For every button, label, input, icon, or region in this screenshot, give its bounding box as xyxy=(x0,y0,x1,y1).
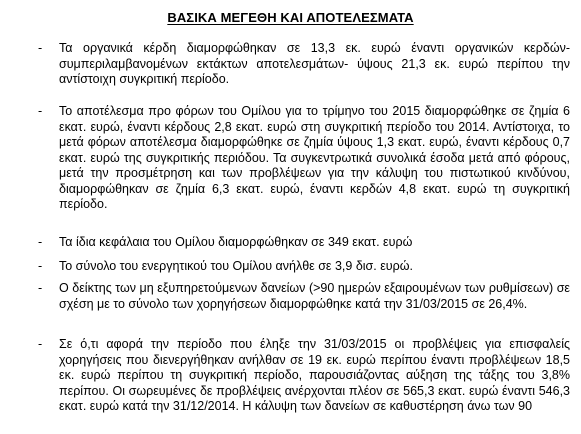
paragraph-pretax-results: Το αποτέλεσμα προ φόρων του Ομίλου για το τρίμηνο του 2015 διαμορφώθηκε σε ζημία 6 εκατ. ευρώ, έναντι κέρδους 2,8 εκατ. ευρώ στη συγκριτική περίοδο του 2014. Αντίστοιχα, το μετά φόρων αποτέλεσμα διαμορφώθηκε σε ζημία ύψους 1,3 εκατ. ευρώ, έναντι κέρδους 0,7 εκατ. ευρώ της συγκριτικής περιόδου. Τα συγκεντρωτικά συνολικά έσοδα μετά από φόρους, μετά την προσμέτρηση και των προβλέψεων για την κάλυψη του πιστωτικού κινδύνου, διαμορφώθηκαν σε ζημία 6,3 εκατ. ευρώ, έναντι κερδών 4,8 εκατ. ευρώ τη συγκριτική περίοδο. xyxy=(59,104,570,211)
bullet-dash: - xyxy=(38,235,43,249)
paragraph-organic-profits: Τα οργανικά κέρδη διαμορφώθηκαν σε 13,3 εκ. ευρώ έναντι οργανικών κερδών- συμπεριλαμβανομένων εκτάκτων αποτελεσμάτων- ύψους 21,3 εκ. ευρώ περίπου την αντίστοιχη συγκριτική περίοδο. xyxy=(59,41,570,86)
paragraph-npl-ratio: Ο δείκτης των μη εξυπηρετούμενων δανείων (>90 ημερών εξαιρουμένων των ρυθμίσεων) σε σχέση με το σύνολο των χορηγήσεων διαμορφώθηκε κατά την 31/03/2015 σε 26,4%. xyxy=(59,281,570,311)
bullet-dash: - xyxy=(38,337,43,351)
paragraph-equity: Τα ίδια κεφάλαια του Ομίλου διαμορφώθηκαν σε 349 εκατ. ευρώ xyxy=(59,235,413,249)
bullet-dash: - xyxy=(38,41,43,55)
document-title: ΒΑΣΙΚΑ ΜΕΓΕΘΗ ΚΑΙ ΑΠΟΤΕΛΕΣΜΑΤΑ xyxy=(167,10,414,25)
bullet-dash: - xyxy=(38,259,43,273)
bullet-dash: - xyxy=(38,281,43,295)
bullet-dash: - xyxy=(38,104,43,118)
paragraph-total-assets: Το σύνολο του ενεργητικού του Ομίλου ανήλθε σε 3,9 δισ. ευρώ. xyxy=(59,259,413,273)
paragraph-provisions: Σε ό,τι αφορά την περίοδο που έληξε την 31/03/2015 οι προβλέψεις για επισφαλείς χορηγήσεις που διενεργήθηκαν ανήλθαν σε 19 εκ. ευρώ περίπου έναντι προβλέψεων 18,5 εκ. ευρώ περίπου τη συγκριτική περίοδο, παρουσιάζοντας αύξηση της τάξης του 3,8% περίπου. Οι σωρευμένες δε προβλέψεις ανέρχονται πλέον σε 565,3 εκατ. ευρώ έναντι 546,3 εκατ. ευρώ κατά την 31/12/2014. Η κάλυψη των δανείων σε καθυστέρηση άνω των 90 xyxy=(59,337,570,413)
